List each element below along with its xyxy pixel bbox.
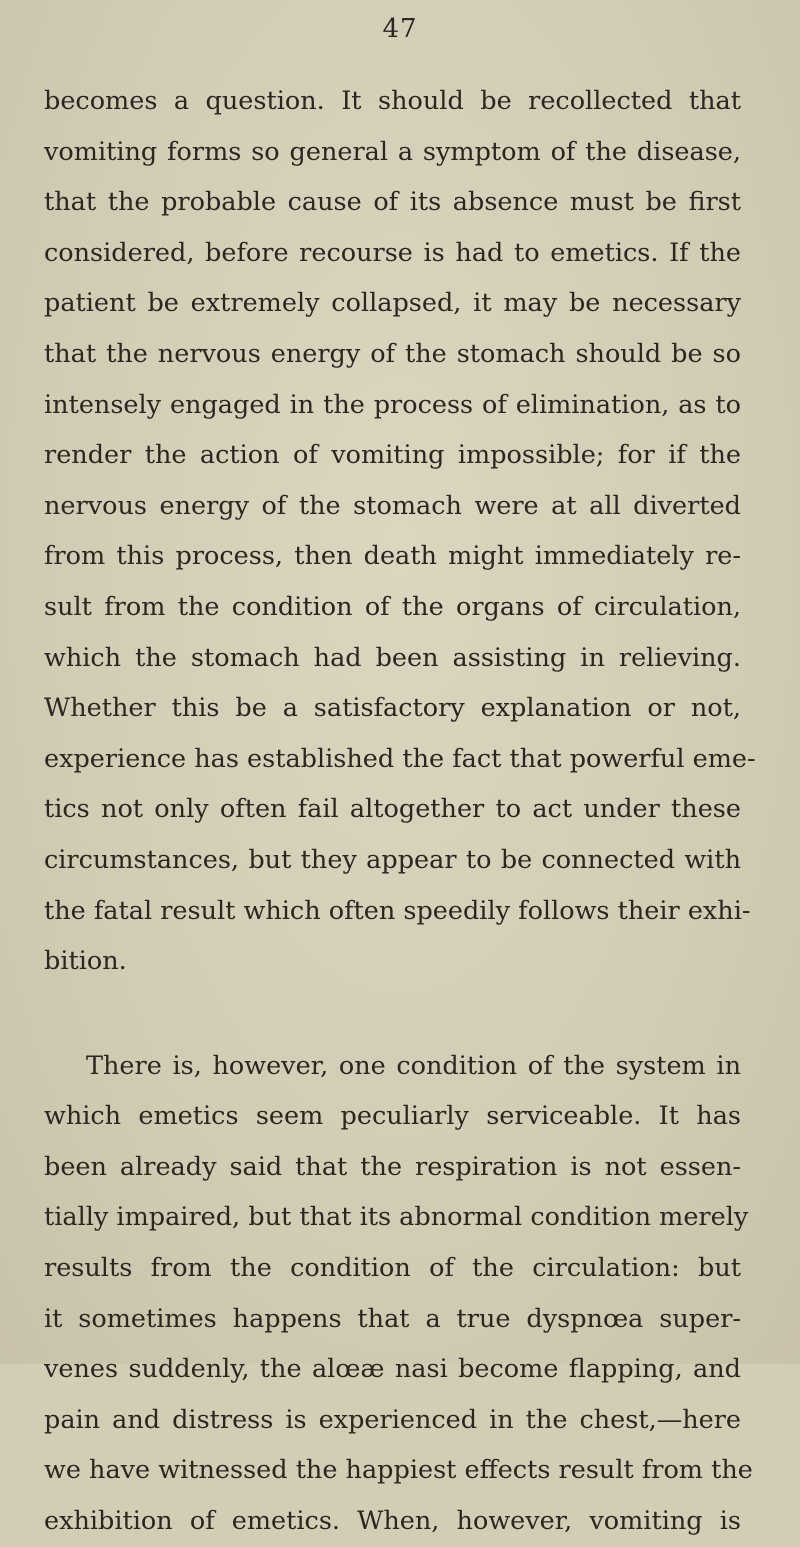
text-line: we have witnessed the happiest effects result from the: [44, 1455, 753, 1486]
text-line: Whether this be a satisfactory explanation or not,: [44, 693, 741, 724]
text-line: experience has established the fact that powerful eme-: [44, 743, 756, 774]
text-line: intensely engaged in the process of elimination, as to: [44, 389, 741, 420]
text-line: patient be extremely collapsed, it may be necessary: [44, 288, 741, 319]
text-line: bition.: [44, 946, 127, 977]
text-line: that the nervous energy of the stomach should be so: [44, 338, 741, 369]
text-line: circumstances, but they appear to be connected with: [44, 844, 741, 875]
text-line: pain and distress is experienced in the chest,—here: [44, 1404, 741, 1435]
text-line: becomes a question. It should be recollected that: [44, 86, 741, 116]
text-line: that the probable cause of its absence must be first: [44, 187, 741, 218]
page-number: 47: [382, 14, 418, 44]
text-line: nervous energy of the stomach were at all diverted: [44, 490, 741, 521]
text-line: results from the condition of the circulation: but: [44, 1253, 741, 1284]
text-line: exhibition of emetics. When, however, vomiting is: [44, 1506, 741, 1537]
text-line: render the action of vomiting impossible; for if the: [44, 440, 741, 471]
text-line: it sometimes happens that a true dyspnœa super-: [44, 1303, 741, 1334]
body-text: [44, 76, 756, 1547]
paragraph-1: [44, 76, 756, 987]
text-line: which the stomach had been assisting in relieving.: [44, 642, 741, 673]
text-line: sult from the condition of the organs of circulation,: [44, 591, 741, 622]
text-line: tics not only often fail altogether to act under these: [44, 794, 741, 825]
text-line: considered, before recourse is had to emetics. If the: [44, 237, 741, 268]
text-line: vomiting forms so general a symptom of the disease,: [44, 136, 741, 167]
text-line: which emetics seem peculiarly serviceable. It has: [44, 1101, 741, 1132]
text-line: venes suddenly, the alœæ nasi become flapping, and: [44, 1354, 741, 1385]
text-line: the fatal result which often speedily follows their exhi-: [44, 895, 751, 926]
text-line: There is, however, one condition of the system in: [86, 1050, 741, 1081]
text-line: been already said that the respiration is not essen-: [44, 1151, 741, 1182]
paragraph-gap: [44, 987, 741, 1041]
paragraph-2: [44, 1041, 753, 1547]
text-line: from this process, then death might immediately re-: [44, 541, 741, 572]
text-line: tially impaired, but that its abnormal condition merely: [44, 1202, 749, 1233]
